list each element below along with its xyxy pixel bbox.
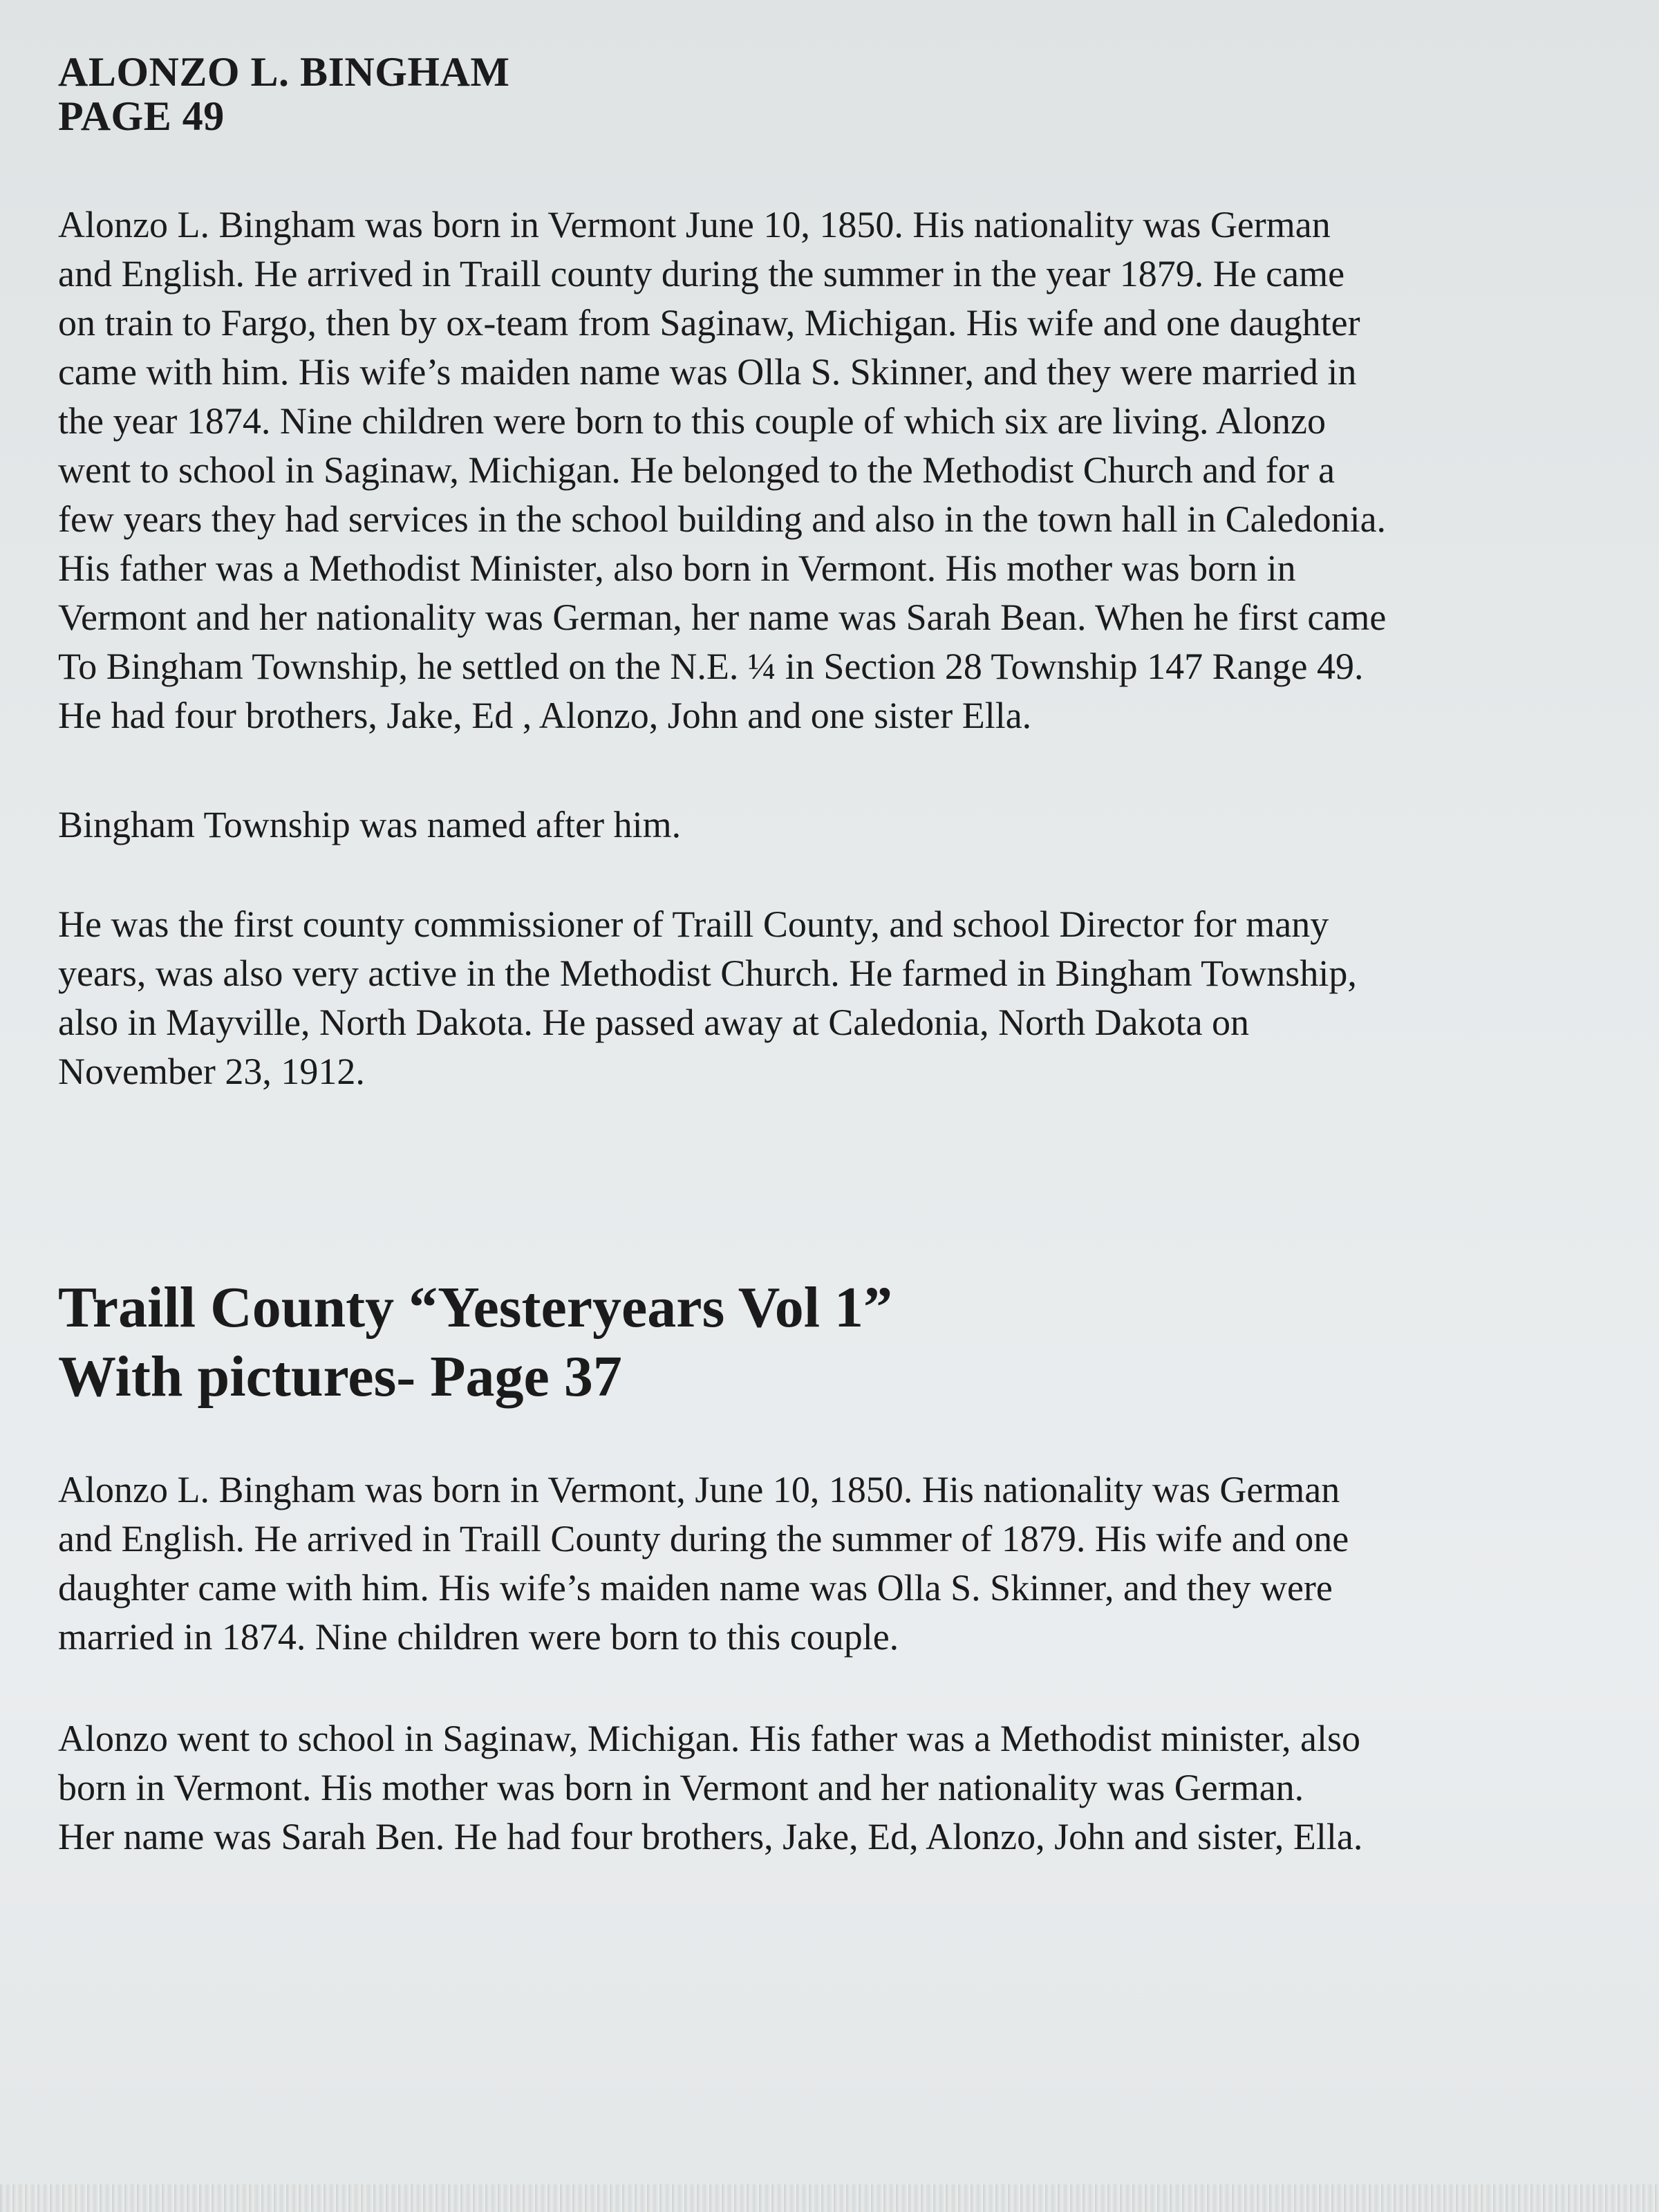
text-line: He was the first county commissioner of Traill County, and school Director for many	[58, 903, 1329, 945]
text-line: His father was a Methodist Minister, also born in Vermont. His mother was born in	[58, 547, 1296, 589]
section2-subtitle: With pictures- Page 37	[58, 1344, 622, 1409]
section2-header	[58, 1273, 1627, 1412]
paper-bottom-edge	[0, 2184, 1659, 2212]
text-line: years, was also very active in the Methodist Church. He farmed in Bingham Township,	[58, 953, 1357, 994]
text-line: and English. He arrived in Traill county during the summer in the year 1879. He came	[58, 253, 1345, 294]
section2-title: Traill County “Yesteryears Vol 1”	[58, 1275, 893, 1340]
text-line: Bingham Township was named after him.	[58, 804, 682, 845]
text-line: born in Vermont. His mother was born in Vermont and her nationality was German.	[58, 1767, 1304, 1808]
text-line: Alonzo L. Bingham was born in Vermont, June 10, 1850. His nationality was German	[58, 1469, 1340, 1510]
text-line: Her name was Sarah Ben. He had four brothers, Jake, Ed, Alonzo, John and sister, Ella.	[58, 1816, 1363, 1857]
text-line: To Bingham Township, he settled on the N.E. ¼ in Section 28 Township 147 Range 49.	[58, 646, 1364, 687]
text-line: on train to Fargo, then by ox-team from Saginaw, Michigan. His wife and one daughter	[58, 302, 1360, 344]
text-line: also in Mayville, North Dakota. He passed away at Caledonia, North Dakota on	[58, 1002, 1250, 1043]
section1-title: ALONZO L. BINGHAM	[58, 49, 510, 95]
text-line: He had four brothers, Jake, Ed , Alonzo, John and one sister Ella.	[58, 695, 1032, 736]
text-line: few years they had services in the school building and also in the town hall in Caledonia.	[58, 498, 1387, 540]
text-line: November 23, 1912.	[58, 1051, 365, 1092]
section1-paragraph3	[58, 900, 1627, 1096]
text-line: Alonzo went to school in Saginaw, Michigan. His father was a Methodist minister, also	[58, 1718, 1361, 1759]
text-line: went to school in Saginaw, Michigan. He belonged to the Methodist Church and for a	[58, 449, 1335, 491]
section1-header	[58, 50, 1627, 138]
section1-page-ref: PAGE 49	[58, 93, 225, 139]
text-line: Vermont and her nationality was German, her name was Sarah Bean. When he first came	[58, 597, 1387, 638]
text-line: and English. He arrived in Traill County during the summer of 1879. His wife and one	[58, 1518, 1349, 1559]
section1-paragraph2	[58, 800, 1627, 850]
text-line: daughter came with him. His wife’s maiden name was Olla S. Skinner, and they were	[58, 1567, 1333, 1609]
section2-paragraph1	[58, 1465, 1627, 1662]
section2-paragraph2	[58, 1714, 1627, 1862]
text-line: Alonzo L. Bingham was born in Vermont June 10, 1850. His nationality was German	[58, 204, 1331, 245]
text-line: came with him. His wife’s maiden name was Olla S. Skinner, and they were married in	[58, 351, 1357, 393]
text-line: married in 1874. Nine children were born to this couple.	[58, 1616, 899, 1658]
section1-paragraph1	[58, 200, 1627, 740]
text-line: the year 1874. Nine children were born to this couple of which six are living. Alonzo	[58, 400, 1327, 442]
